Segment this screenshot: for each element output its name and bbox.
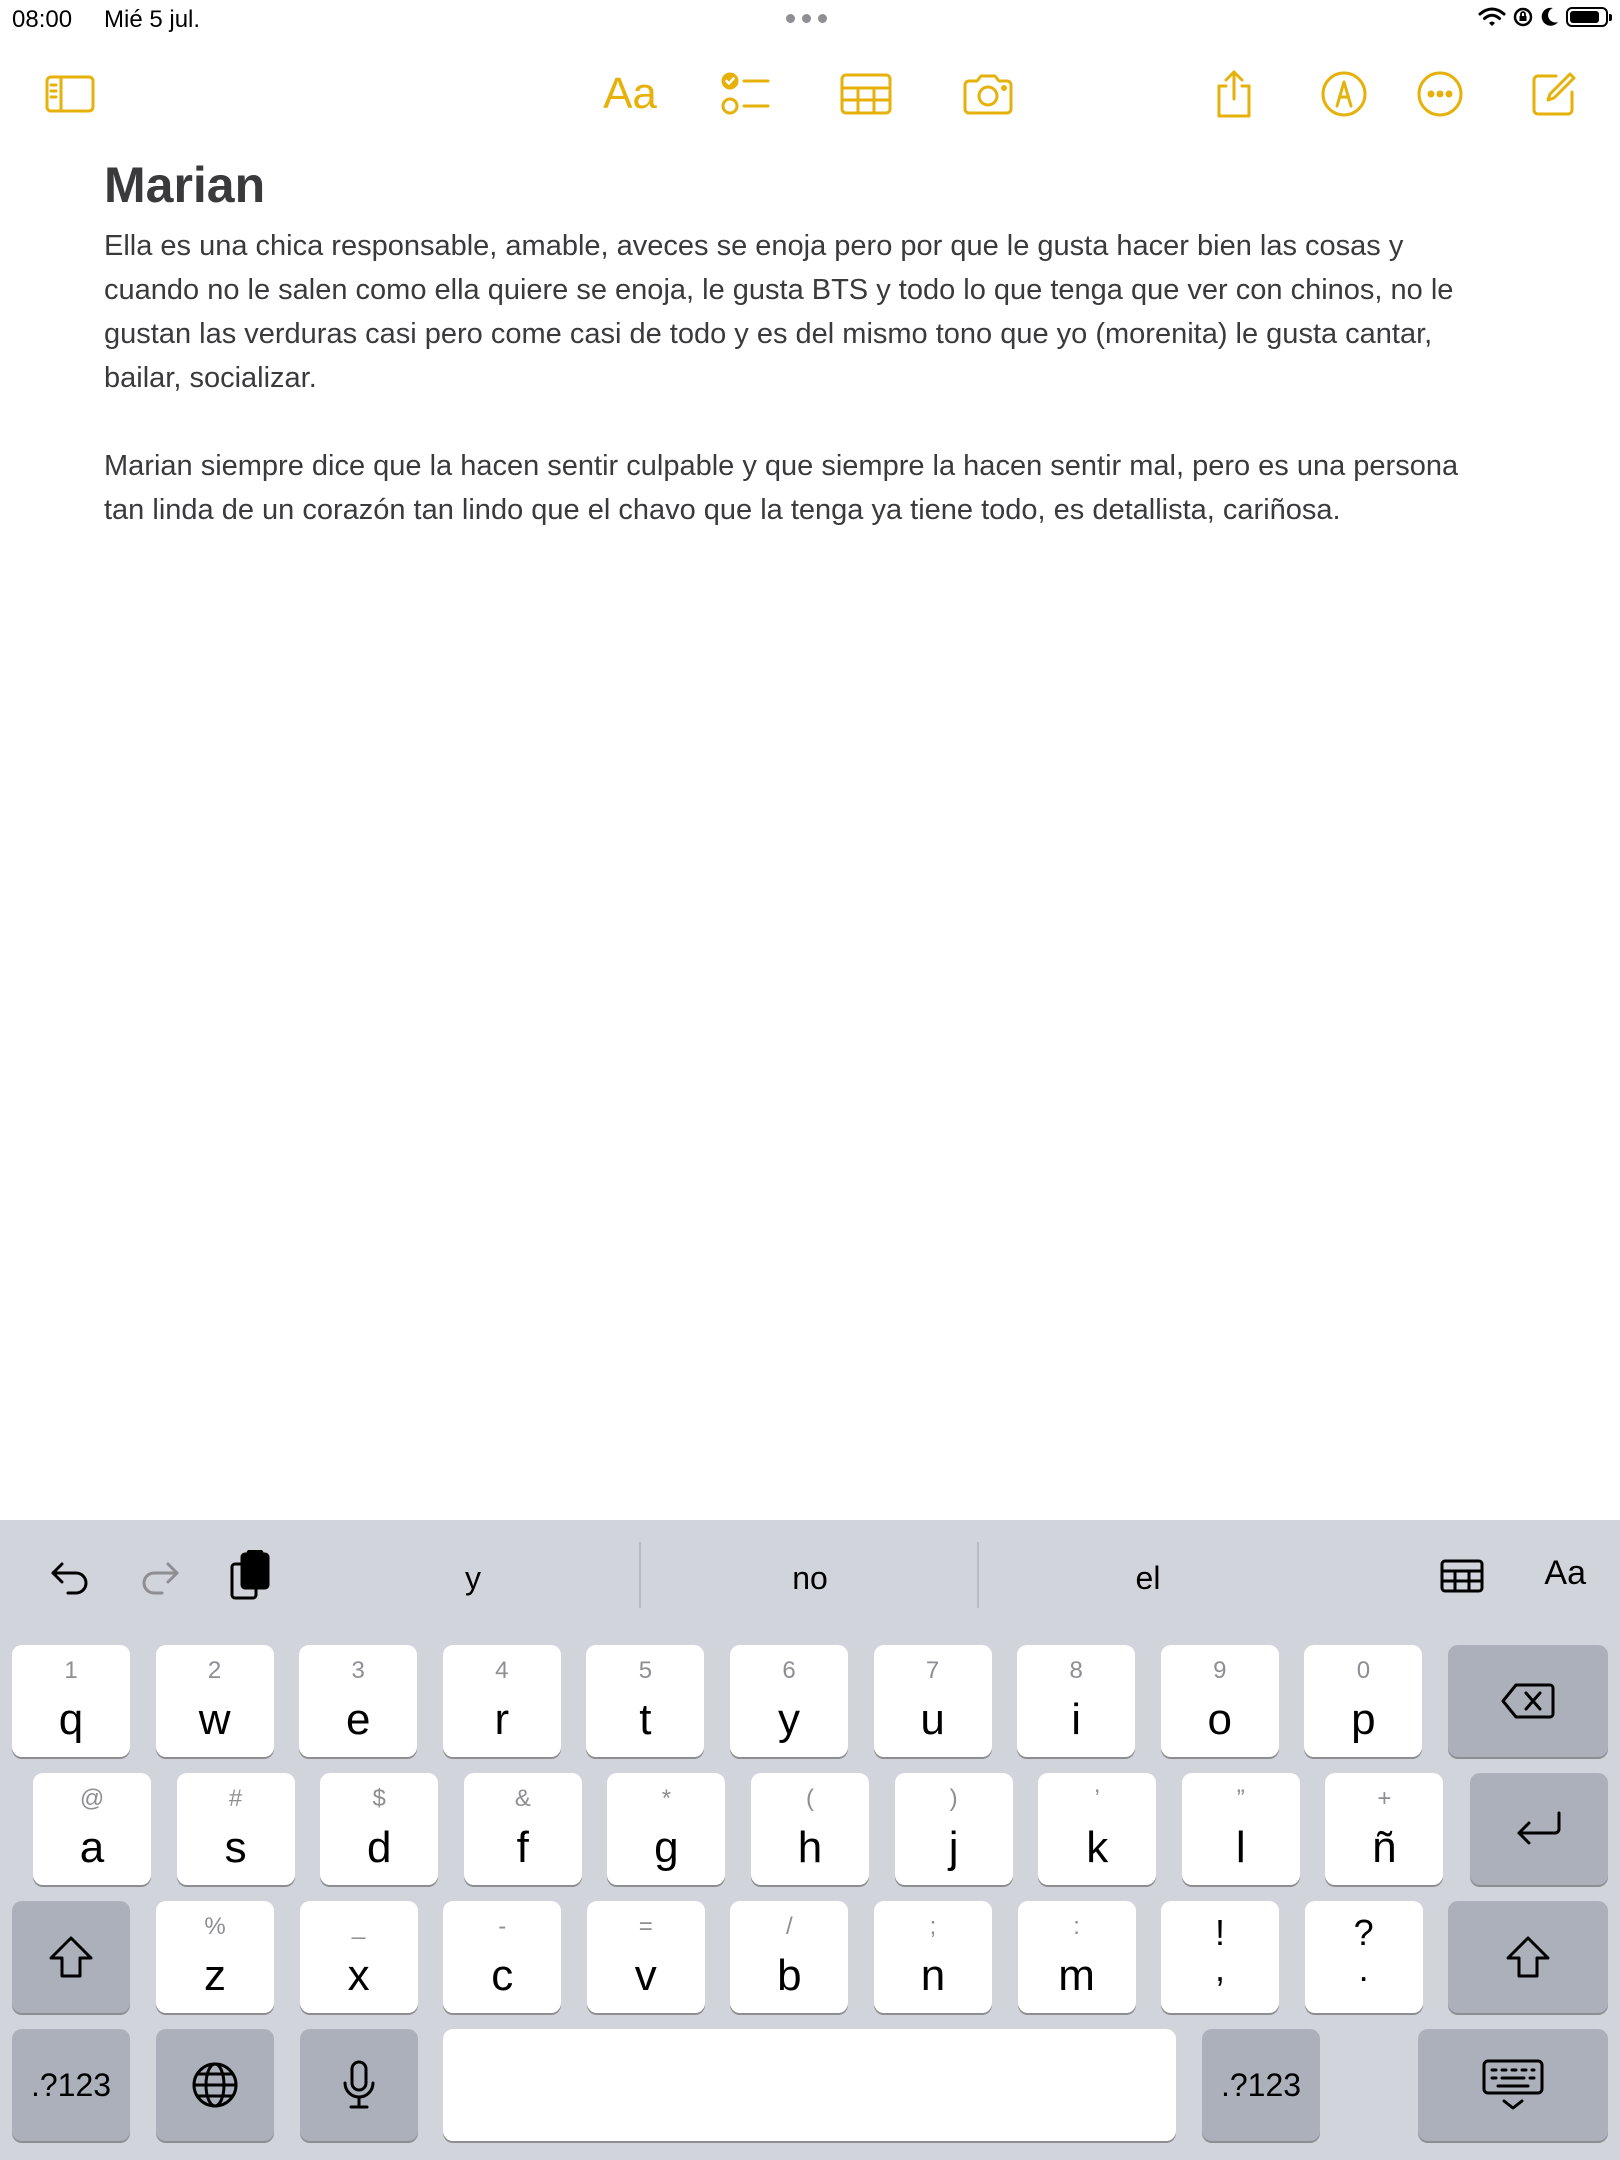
key-secondary-char: 1 <box>64 1657 78 1684</box>
more-options-button[interactable] <box>1412 66 1468 122</box>
status-bar <box>0 0 1620 44</box>
key-s[interactable] <box>177 1773 295 1885</box>
suggestion-word[interactable]: y <box>465 1560 481 1596</box>
key-char: o <box>1207 1695 1233 1744</box>
key-z[interactable] <box>156 1901 274 2013</box>
status-time: 08:00 <box>12 6 73 33</box>
key-label: .?123 <box>30 2066 112 2103</box>
key-secondary-char: / <box>786 1913 793 1940</box>
key-ñ[interactable] <box>1325 1773 1443 1885</box>
shortcuts-bar <box>0 1520 1620 1632</box>
shift-icon <box>46 1934 96 1980</box>
markup-button[interactable] <box>1316 66 1372 122</box>
key-char: n <box>920 1951 946 2000</box>
undo-icon <box>48 1556 92 1596</box>
markup-pen-icon <box>1320 70 1368 118</box>
key-punctuation[interactable] <box>1305 1901 1423 2013</box>
key-secondary-char: ” <box>1236 1785 1245 1812</box>
wifi-icon <box>1478 6 1506 28</box>
key-secondary-char: ’ <box>1094 1785 1100 1812</box>
key-u[interactable] <box>874 1645 992 1757</box>
key-f[interactable] <box>464 1773 582 1885</box>
clipboard-icon <box>228 1550 272 1602</box>
key-char: . <box>1358 1948 1369 1989</box>
camera-button[interactable] <box>960 66 1016 122</box>
key-n[interactable] <box>874 1901 992 2013</box>
hide-keyboard-key[interactable] <box>1418 2029 1608 2141</box>
key-char: x <box>347 1951 370 2000</box>
key-secondary-char: ( <box>806 1785 814 1812</box>
space-bar[interactable] <box>443 2029 1176 2141</box>
key-char: ñ <box>1372 1823 1397 1872</box>
checklist-icon <box>720 70 772 118</box>
key-secondary-char: ; <box>929 1913 937 1940</box>
delete-key[interactable] <box>1448 1645 1608 1757</box>
key-secondary-char: : <box>1073 1913 1080 1940</box>
key-secondary-char: 7 <box>925 1657 940 1684</box>
key-b[interactable] <box>730 1901 848 2013</box>
key-char: t <box>639 1695 652 1744</box>
shift-key-left[interactable] <box>12 1901 130 2013</box>
key-h[interactable] <box>751 1773 869 1885</box>
microphone-icon <box>341 2059 377 2111</box>
key-l[interactable] <box>1182 1773 1300 1885</box>
share-button[interactable] <box>1206 66 1262 122</box>
key-secondary-char: 5 <box>638 1657 653 1684</box>
key-secondary-char: 4 <box>495 1657 509 1684</box>
key-a[interactable] <box>33 1773 151 1885</box>
key-w[interactable] <box>156 1645 274 1757</box>
key-j[interactable] <box>895 1773 1013 1885</box>
note-paragraph[interactable]: Marian siempre dice que la hacen sentir culpable y que siempre la hacen sentir mal, pero es una persona tan linda de un corazón tan lindo que el chavo que la tenga ya tiene todo, es detallista, cariñosa. <box>104 450 1459 526</box>
key-secondary-char: 6 <box>782 1657 796 1684</box>
globe-icon <box>191 2061 239 2109</box>
numbers-key-right[interactable] <box>1202 2029 1320 2141</box>
key-char: u <box>920 1695 945 1744</box>
key-secondary-char: 8 <box>1069 1657 1083 1684</box>
key-y[interactable] <box>730 1645 848 1757</box>
key-secondary-char: $ <box>372 1785 386 1812</box>
delete-backspace-icon <box>1500 1681 1556 1721</box>
key-char: k <box>1086 1823 1109 1872</box>
table-icon <box>1440 1559 1484 1593</box>
globe-key[interactable] <box>156 2029 274 2141</box>
sidebar-toggle-button[interactable] <box>42 66 98 122</box>
key-secondary-char: & <box>514 1785 531 1812</box>
key-char: a <box>79 1823 105 1872</box>
key-char: p <box>1351 1695 1376 1744</box>
return-key[interactable] <box>1470 1773 1608 1885</box>
shift-icon <box>1503 1934 1553 1980</box>
key-char: r <box>494 1695 510 1744</box>
compose-icon <box>1530 70 1578 118</box>
key-r[interactable] <box>443 1645 561 1757</box>
checklist-button[interactable] <box>718 66 774 122</box>
key-d[interactable] <box>320 1773 438 1885</box>
key-char: f <box>516 1823 529 1872</box>
key-punctuation-chars <box>1161 1912 1279 1989</box>
key-char: g <box>654 1823 679 1872</box>
ellipsis-circle-icon <box>1416 70 1464 118</box>
key-i[interactable] <box>1017 1645 1135 1757</box>
key-char: i <box>1071 1695 1082 1744</box>
paste-button[interactable] <box>220 1546 280 1606</box>
key-secondary-char: 9 <box>1213 1657 1227 1684</box>
key-o[interactable] <box>1161 1645 1279 1757</box>
key-secondary-char: * <box>661 1785 672 1812</box>
key-char: j <box>948 1823 959 1872</box>
key-char: ? <box>1353 1912 1374 1953</box>
table-icon <box>840 73 892 115</box>
key-m[interactable] <box>1018 1901 1136 2013</box>
text-format-label: Aa <box>603 69 657 118</box>
key-punctuation-chars <box>1305 1912 1423 1989</box>
shift-key-right[interactable] <box>1448 1901 1608 2013</box>
dictation-key[interactable] <box>300 2029 418 2141</box>
key-k[interactable] <box>1038 1773 1156 1885</box>
key-char: ! <box>1214 1912 1225 1953</box>
redo-icon <box>138 1556 182 1596</box>
key-secondary-char: # <box>228 1785 243 1812</box>
keyboard-format-button[interactable]: Aa <box>1544 1554 1586 1592</box>
key-char: z <box>204 1951 226 2000</box>
multitasking-dots[interactable] <box>786 14 827 23</box>
key-secondary-char: + <box>1377 1785 1392 1812</box>
key-p[interactable] <box>1304 1645 1422 1757</box>
key-secondary-char: % <box>204 1913 226 1940</box>
table-button[interactable] <box>838 66 894 122</box>
key-c[interactable] <box>443 1901 561 2013</box>
note-paragraph[interactable]: Ella es una chica responsable, amable, aveces se enoja pero por que le gusta hacer bien las cosas y cuando no le salen como ella quiere se enoja, le gusta BTS y todo lo que tenga que ver con chinos, no le gustan las verduras casi pero come casi de todo y es del mismo tono que yo (morenita) le gusta cantar, bailar, socializar. <box>104 230 1454 394</box>
redo-button[interactable] <box>130 1546 190 1606</box>
key-char: e <box>345 1695 371 1744</box>
return-icon <box>1513 1809 1565 1849</box>
note-title[interactable]: Marian <box>104 157 266 213</box>
note-editor[interactable] <box>104 156 1464 576</box>
orientation-lock-icon <box>1512 6 1534 28</box>
key-q[interactable] <box>12 1645 130 1757</box>
key-secondary-char: - <box>498 1913 507 1940</box>
numbers-key-left[interactable] <box>12 2029 130 2141</box>
insert-table-button[interactable] <box>1432 1546 1492 1606</box>
key-secondary-char: 0 <box>1356 1657 1371 1684</box>
key-char: m <box>1058 1951 1095 2000</box>
suggestion-word[interactable]: no <box>792 1560 828 1596</box>
battery-icon <box>1566 7 1608 27</box>
key-char: h <box>797 1823 823 1872</box>
share-icon <box>1213 69 1255 119</box>
key-secondary-char: @ <box>79 1785 105 1812</box>
key-char: y <box>778 1695 800 1744</box>
key-t[interactable] <box>586 1645 704 1757</box>
status-date: Mié 5 jul. <box>104 6 201 33</box>
key-e[interactable] <box>299 1645 417 1757</box>
key-char: l <box>1235 1823 1246 1872</box>
key-secondary-char: _ <box>351 1913 366 1940</box>
key-char: q <box>58 1695 84 1744</box>
camera-icon <box>961 73 1015 115</box>
sidebar-icon <box>45 74 95 114</box>
key-x[interactable] <box>300 1901 418 2013</box>
key-char: w <box>198 1695 231 1744</box>
undo-button[interactable] <box>40 1546 100 1606</box>
key-char: s <box>224 1823 247 1872</box>
key-secondary-char: = <box>638 1913 653 1940</box>
notes-toolbar <box>0 56 1620 126</box>
key-secondary-char: 2 <box>207 1657 222 1684</box>
text-format-button[interactable] <box>600 66 660 122</box>
new-note-button[interactable] <box>1526 66 1582 122</box>
key-punctuation[interactable] <box>1161 1901 1279 2013</box>
key-char: , <box>1214 1948 1225 1989</box>
key-secondary-char: ) <box>949 1785 958 1812</box>
key-char: d <box>366 1823 392 1872</box>
key-char: v <box>634 1951 657 2000</box>
key-char: b <box>777 1951 802 2000</box>
key-char: c <box>491 1951 514 2000</box>
key-g[interactable] <box>607 1773 725 1885</box>
key-secondary-char: 3 <box>351 1657 365 1684</box>
moon-icon <box>1540 6 1560 28</box>
key-v[interactable] <box>587 1901 705 2013</box>
key-label: .?123 <box>1220 2066 1302 2103</box>
keyboard-dismiss-icon <box>1482 2059 1544 2111</box>
suggestion-word[interactable]: el <box>1135 1560 1161 1596</box>
keyboard <box>0 1520 1620 2160</box>
